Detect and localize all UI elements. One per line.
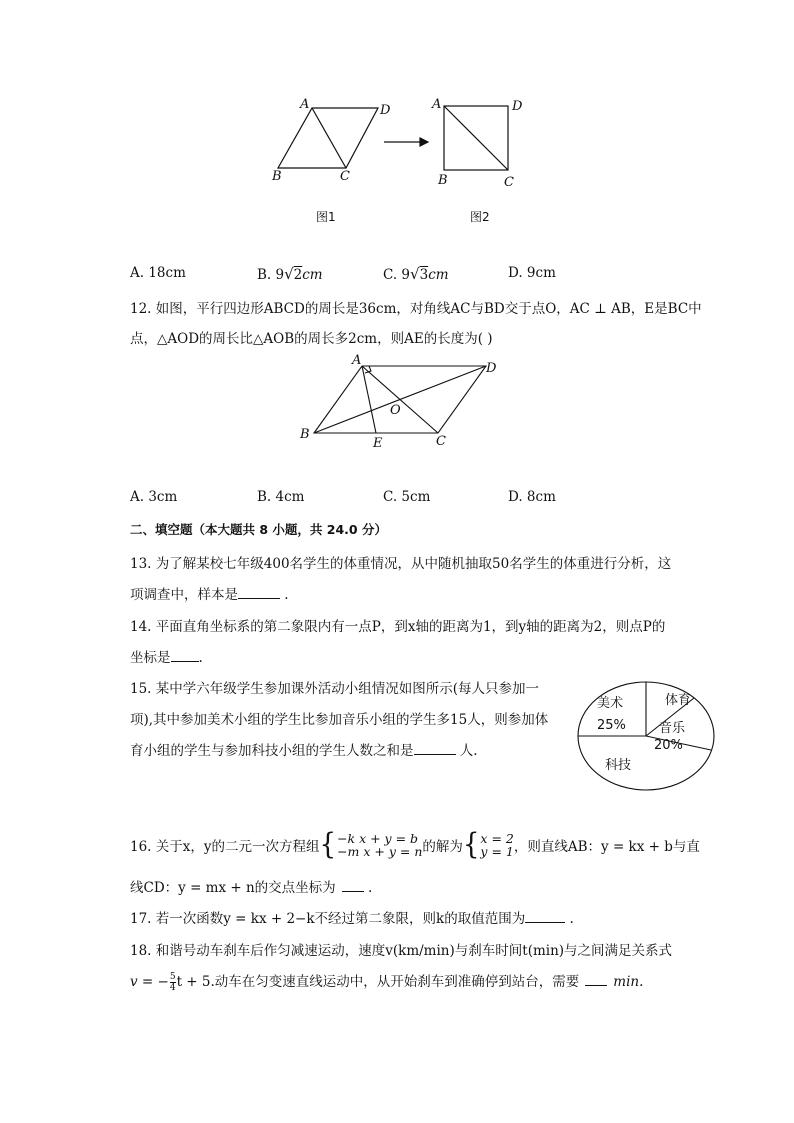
arrow-right-icon (384, 138, 428, 146)
q13-answer-blank[interactable] (238, 586, 280, 599)
q12-label-a: A (352, 353, 362, 368)
q17-line: 17. 若一次函数y = kx + 2−k不经过第二象限，则k的取值范围为 . (130, 911, 574, 927)
q15-pie-chart (575, 680, 717, 792)
q11-choice-b: B. 9√2cm (257, 265, 323, 283)
q18-fraction-denominator: 4 (169, 983, 176, 993)
q13-line-2: 项调查中，样本是 . (130, 587, 289, 603)
pie-label-tech: 科技 (605, 758, 632, 773)
q12-label-o: O (390, 403, 401, 418)
q14-answer-blank[interactable] (171, 649, 199, 662)
q17-answer-blank[interactable] (525, 910, 565, 923)
q12-line-1: 12. 如图，平行四边形ABCD的周长是36cm，对角线AC与BD交于点O，AC ⊥ AB，E是BC中 (130, 301, 702, 317)
q12-choice-a: A. 3cm (130, 489, 178, 505)
q16-line-1: 16. 关于x，y的二元一次方程组{ −k x + y = b −m x + y = n 的解为{ x = 2 y = 1 ，则直线AB：y = kx + b与直 (130, 828, 700, 862)
figure-1 (278, 108, 378, 168)
q18-line-1: 18. 和谐号动车刹车后作匀减速运动，速度v(km/min)与刹车时间t(min)与之间满足关系式 (130, 943, 673, 959)
q12-label-c: C (436, 434, 446, 449)
q15-line-3: 育小组的学生与参加科技小组的学生人数之和是 人. (130, 743, 478, 759)
pie-label-art-percent: 25% (597, 718, 626, 733)
q18-fraction-numerator: 5 (169, 972, 176, 982)
q11-choice-c: C. 9√3cm (383, 265, 449, 283)
figure-2 (444, 106, 508, 170)
fig1-label-d: D (380, 103, 391, 118)
q12-choice-b: B. 4cm (257, 489, 305, 505)
fig1-label-c: C (340, 169, 350, 184)
q18-answer-blank[interactable] (585, 973, 607, 986)
q14-line-2: 坐标是 . (130, 650, 203, 666)
q12-parallelogram-figure (296, 350, 506, 450)
q15-answer-blank[interactable] (414, 742, 456, 755)
q12-line-2: 点，△AOD的周长比△AOB的周长多2cm，则AE的长度为( ) (130, 331, 493, 347)
q11-choice-d: D. 9cm (508, 265, 556, 281)
fig2-caption: 图2 (470, 210, 490, 224)
pie-label-art: 美术 (597, 696, 624, 711)
q13-line-1: 13. 为了解某校七年级400名学生的体重情况，从中随机抽取50名学生的体重进行分析，这 (130, 556, 672, 572)
q12-label-b: B (300, 427, 310, 442)
q16-solution-x: x = 2 (480, 831, 514, 846)
q16-equation-1: −k x + y = b (337, 831, 419, 846)
fig1-label-b: B (272, 169, 282, 184)
q16-line-2: 线CD：y = mx + n的交点坐标为 . (130, 880, 373, 896)
fig-rhombus-to-square (260, 92, 540, 232)
section-2-title: 二、填空题（本大题共 8 小题，共 24.0 分） (130, 522, 387, 537)
q12-choice-d: D. 8cm (508, 489, 556, 505)
pie-label-pe: 体育 (665, 693, 692, 708)
q15-line-1: 15. 某中学六年级学生参加课外活动小组情况如图所示(每人只参加一 (130, 681, 540, 697)
q12-label-d: D (486, 361, 497, 376)
fig2-label-c: C (504, 175, 514, 190)
pie-label-music: 音乐 (659, 721, 686, 736)
q12-label-e: E (373, 436, 383, 450)
q18-line-2: v = − $\frac{5}{4}$ t + 5.动车在匀变速直线运动中，从开始刹车到准确停到站台，需要 min. (130, 972, 644, 993)
q16-equation-2: −m x + y = n (337, 844, 423, 859)
fig1-caption: 图1 (316, 210, 336, 224)
q16-answer-blank[interactable] (342, 879, 364, 892)
q16-solution-y: y = 1 (480, 844, 514, 859)
q12-choice-c: C. 5cm (383, 489, 431, 505)
fig2-label-b: B (438, 173, 448, 188)
q11-choice-a: A. 18cm (130, 265, 186, 281)
fig2-label-a: A (432, 97, 442, 112)
fig2-label-d: D (512, 99, 523, 114)
fig1-label-a: A (300, 97, 310, 112)
pie-label-music-percent: 20% (654, 738, 683, 753)
q15-line-2: 项),其中参加美术小组的学生比参加音乐小组的学生多15人，则参加体 (130, 712, 549, 728)
q14-line-1: 14. 平面直角坐标系的第二象限内有一点P，到x轴的距离为1，到y轴的距离为2，则点P的 (130, 619, 666, 635)
